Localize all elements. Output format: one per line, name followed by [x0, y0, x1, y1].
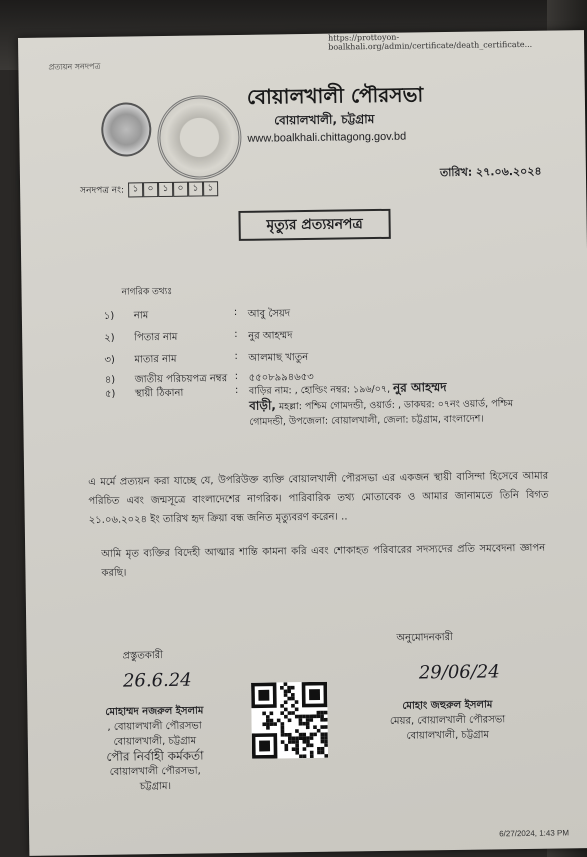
- certificate-title: মৃত্যুর প্রত্যয়নপত্র: [238, 209, 390, 241]
- citizen-row-label: মাতার নাম: [134, 353, 177, 366]
- citizen-row: [104, 306, 290, 326]
- citizen-row-separator: :: [234, 370, 239, 383]
- organization-name: বোয়ালখালী পৌরসভা: [246, 82, 424, 109]
- approver-block: [377, 697, 518, 744]
- municipality-seal-icon: [157, 95, 242, 180]
- citizen-row-separator: :: [234, 384, 239, 397]
- serial-digit: ১: [128, 182, 143, 197]
- citizen-row-label: জাতীয় পরিচয়পত্র নম্বর: [134, 373, 228, 386]
- serial-digits: [128, 181, 218, 197]
- citizen-row-value: ৫৫০৮৯৯৪৬৫৩: [248, 371, 314, 384]
- address-bold1: নুর আহম্মদ: [392, 380, 447, 395]
- organization-website: www.boalkhali.chittagong.gov.bd: [247, 130, 407, 145]
- serial-number: [80, 181, 218, 198]
- citizen-row-separator: :: [234, 350, 238, 363]
- certificate-paper: [18, 30, 587, 856]
- citizen-row-value: আলমাছ খাতুন: [248, 351, 309, 364]
- preparer-line3: বোয়ালখালী, চট্টগ্রাম: [113, 735, 197, 748]
- citizen-row: [105, 385, 249, 404]
- preparer-stamp3: চট্টগ্রাম।: [139, 780, 172, 793]
- approver-line3: বোয়ালখালী, চট্টগ্রাম: [406, 729, 490, 742]
- certificate-date: তারিখ: ২৭.০৬.২০২৪: [439, 164, 542, 180]
- preparer-signature: 26.6.24: [122, 669, 192, 692]
- preparer-label: প্রস্তুতকারী: [122, 650, 164, 662]
- organization-place: বোয়ালখালী, চট্টগ্রাম: [274, 112, 375, 128]
- citizen-row-no: ১): [103, 310, 115, 322]
- citizen-row-separator: :: [234, 328, 238, 341]
- serial-digit: ১: [203, 181, 218, 196]
- condolence-paragraph: আমি মৃত ব্যক্তির বিদেহী আত্মার শান্তি কামনা করি এবং শোকাহত পরিবারের সদস্যদের প্রতি সমবেদনা জ্ঞাপন করছি।: [101, 542, 546, 579]
- address-bold2: বাড়ী,: [249, 398, 276, 413]
- citizen-row-value: আবু সৈয়দ: [247, 308, 291, 320]
- citizen-row-label: পিতার নাম: [134, 331, 178, 344]
- citizen-row-no: ৪): [104, 374, 116, 386]
- citizen-row-no: ৫): [104, 388, 116, 400]
- serial-label: সনদপত্র নং:: [80, 185, 125, 197]
- preparer-stamp1: পৌর নির্বাহী কর্মকর্তা: [106, 748, 204, 764]
- citizen-row-value: নুর আহম্মদ: [248, 330, 293, 342]
- page-url: https://prottoyon-boalkhali.org/admin/certificate/death_certificate...: [327, 32, 533, 52]
- citizen-row-label: নাম: [133, 310, 149, 322]
- serial-digit: ১: [158, 182, 173, 197]
- certification-paragraph: এ মর্মে প্রত্যয়ন করা যাচ্ছে যে, উপরিউক্ত ব্যক্তি বোয়ালখালী পৌরসভা এর একজন স্থায়ী বাসিন্দা হিসেবে আমার পরিচিত এবং জন্মসূত্রে বাংলাদেশের নাগরিক। পারিবারিক তথ্য মোতাবেক ও আমার জানামতে তিনি বিগত ২১.০৬.২০২৪ ইং তারিখ হৃদ ক্রিয়া বন্ধ জনিত মৃত্যুবরণ করেন। ..: [88, 470, 549, 527]
- qr-code[interactable]: [251, 682, 328, 759]
- serial-digit: ১: [188, 181, 203, 196]
- citizen-row-label: স্থায়ী ঠিকানা: [134, 387, 184, 400]
- citizen-row: [104, 350, 308, 370]
- serial-digit: ০: [173, 182, 188, 197]
- address-line2: মহল্লা: পশ্চিম গোমদন্ডী, ওয়ার্ড: , ডাকঘর: ০৭নং ওয়ার্ড, পশ্চিম গোমদন্ডী, উপজেলা: বোয়ালখালী, জেলা: চট্টগ্রাম, বাংলাদেশ।: [249, 398, 514, 428]
- citizen-row-separator: :: [233, 306, 238, 319]
- approver-signature: 29/06/24: [418, 661, 500, 684]
- serial-digit: ০: [143, 182, 158, 197]
- citizen-row: [104, 328, 292, 348]
- preparer-name: মোহাম্মদ নজরুল ইসলাম: [105, 705, 204, 718]
- approver-label: অনুমোদনকারী: [396, 631, 454, 644]
- breadcrumb: প্রত্যয়ন সনদপত্র: [48, 61, 101, 72]
- address-line1: বাড়ির নাম: , হোল্ডিং নম্বর: ১৯৬/০৭,: [248, 383, 391, 397]
- citizen-section-title: নাগরিক তথ্যঃ: [121, 286, 173, 298]
- citizen-row-no: ২): [104, 332, 115, 344]
- preparer-line2: , বোয়ালখালী পৌরসভা: [107, 720, 202, 733]
- approver-line2: মেয়র, বোয়ালখালী পৌরসভা: [389, 714, 506, 727]
- preparer-block: [79, 703, 230, 795]
- government-emblem-icon: [101, 102, 152, 157]
- approver-name: মোহাং জহুরুল ইসলাম: [402, 699, 493, 712]
- preparer-stamp2: বোয়ালখালী পৌরসভা,: [109, 765, 201, 778]
- print-timestamp: 6/27/2024, 1:43 PM: [499, 828, 570, 839]
- citizen-row-no: ৩): [104, 354, 115, 366]
- address-value: [249, 379, 540, 430]
